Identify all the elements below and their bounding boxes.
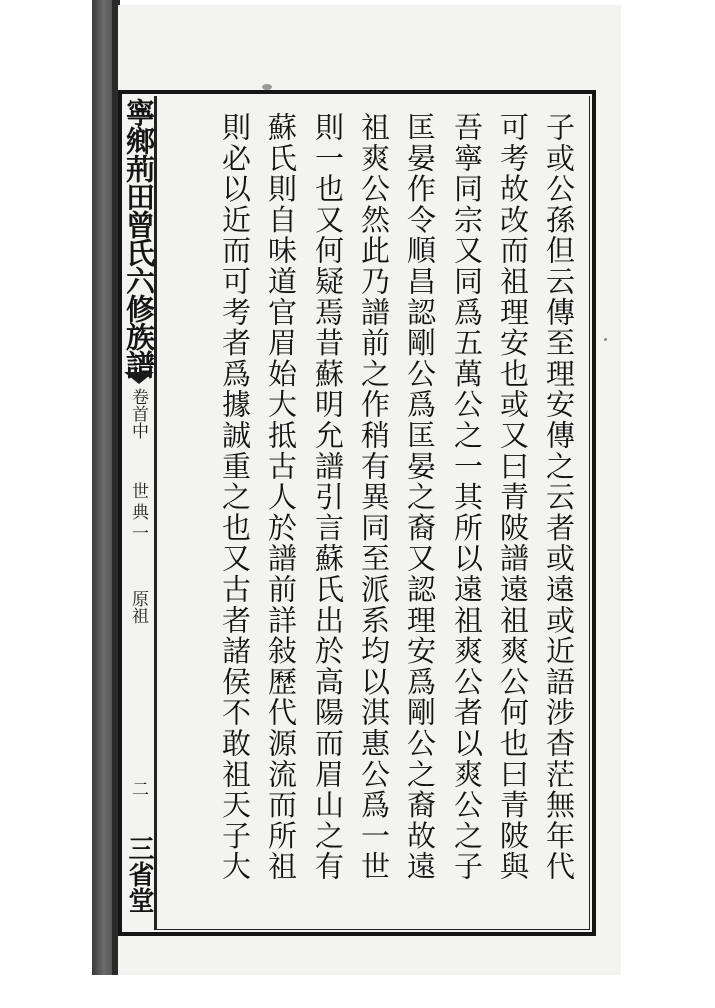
paper-speck — [604, 338, 607, 341]
text-column-1: 子或公孫但云傳至理安傳之云者或遠或近語涉杳茫無年代 — [542, 112, 576, 882]
subsection-label: 原祖 — [128, 590, 148, 624]
text-column-4: 匡晏作令順昌認剛公爲匡晏之裔又認理安爲剛公之裔故遠 — [403, 112, 437, 882]
section-label: 世典一 — [128, 482, 148, 545]
chapter-label: 卷首中 — [128, 388, 148, 439]
genealogy-title: 寧鄉荊田曾氏六修族譜 — [122, 98, 156, 378]
text-column-2: 可考故改而祖理安也或又曰青陂譜遠祖爽公何也曰青陂與 — [496, 112, 530, 882]
text-column-8: 則必以近而可考者爲據誠重之也又古者諸侯不敢祖天子大 — [218, 112, 252, 882]
text-column-7: 蘇氏則自味道官眉始大抵古人於譜前詳敍歷代源流而所祖 — [264, 112, 298, 882]
hall-name: 三省堂 — [124, 835, 154, 913]
page-number: 二 — [128, 780, 148, 797]
paper-speck — [262, 84, 272, 90]
text-column-6: 則一也又何疑焉昔蘇明允譜引言蘇氏出於高陽而眉山之有 — [311, 112, 345, 882]
text-column-3: 吾寧同宗又同爲五萬公之一其所以遠祖爽公者以爽公之子 — [450, 112, 484, 882]
text-column-5: 祖爽公然此乃譜前之作稍有異同至派系均以淇惠公爲一世 — [357, 112, 391, 882]
fishtail-mark — [124, 372, 154, 384]
